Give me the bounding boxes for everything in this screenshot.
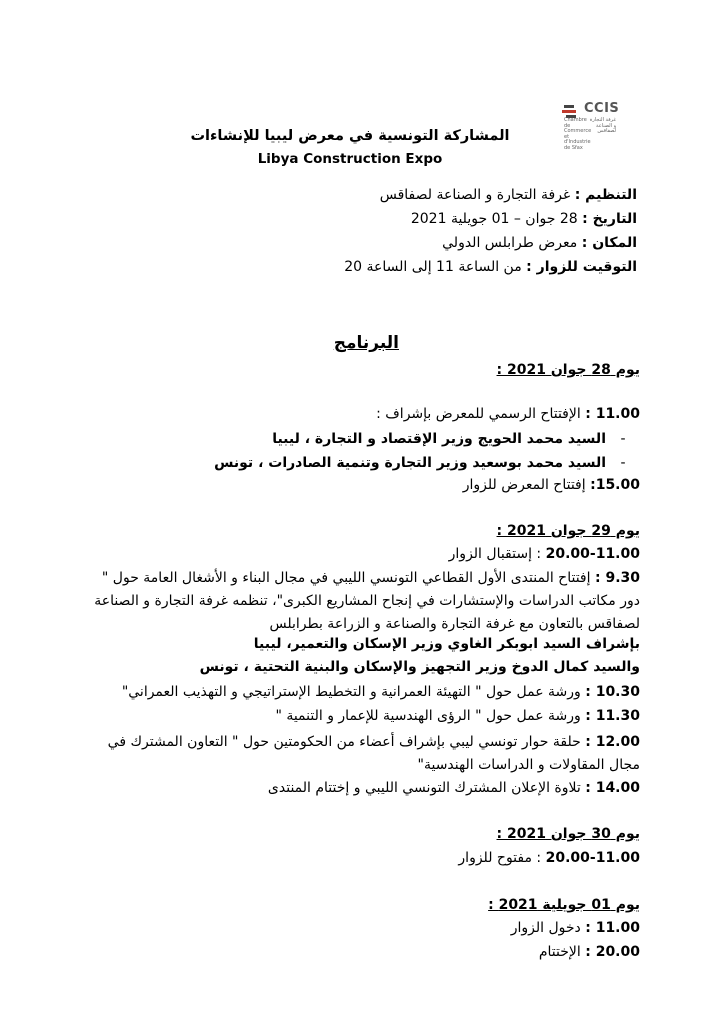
item-time: 12.00 : (585, 734, 640, 750)
logo-subtitle-fr: Chambre de Commerce et d'Industrie de Sfax (564, 117, 592, 151)
info-value: من الساعة 11 إلى الساعة 20 (344, 259, 522, 275)
info-hours (344, 259, 637, 275)
patron-text: السيد محمد الحويج وزير الإقتصاد و التجارة ، ليبيا (272, 431, 606, 447)
item-text: ورشة عمل حول " الرؤى الهندسية للإعمار و التنمية " (275, 708, 581, 724)
item-text: إفتتاح المنتدى الأول القطاعي التونسي الليبي في مجال البناء و الأشغال العامة حول " دور مكاتب الدراسات والإستشارات في إنجاح المشاريع الكبرى"، تنظمه غرفة التجارة و الصناعة لصفاقس بالتعاون مع غرفة التجارة والصناعة و الزراعة بطرابلس (94, 570, 640, 632)
page-title-en: Libya Construction Expo (257, 151, 443, 167)
page-title-ar: المشاركة التونسية في معرض ليبيا للإنشاءات (190, 128, 510, 144)
program-item (463, 477, 640, 493)
program-item (511, 920, 640, 936)
program-item (539, 944, 640, 960)
bullet-dash: - (620, 431, 626, 447)
info-label: التوقيت للزوار : (526, 259, 637, 275)
program-item (275, 708, 640, 724)
item-text: ورشة عمل حول " التهيئة العمرانية و التخطيط الإستراتيجي و التهذيب العمراني" (121, 684, 581, 700)
info-place (442, 235, 637, 251)
day-heading: يوم 28 جوان 2021 : (496, 362, 640, 378)
ccis-logo-mark-icon (562, 104, 582, 118)
patron-bullet (272, 431, 640, 447)
info-label: التاريخ : (582, 211, 637, 227)
info-value: 28 جوان – 01 جويلية 2021 (410, 211, 578, 227)
item-time: 15.00: (590, 477, 640, 493)
item-time: 11.30 : (585, 708, 640, 724)
item-text: : مفتوح للزوار (458, 850, 542, 866)
logo-brand: CCIS (584, 101, 620, 116)
day-heading: يوم 29 جوان 2021 : (496, 523, 640, 539)
item-time: 9.30 : (594, 570, 640, 586)
item-text: دخول الزوار (510, 920, 581, 936)
program-item (376, 406, 640, 422)
item-time: 14.00 : (585, 780, 640, 796)
info-value: غرفة التجارة و الصناعة لصفاقس (379, 187, 571, 203)
patron-bullet (214, 455, 640, 471)
item-time: 20.00-11.00 (545, 546, 640, 562)
info-label: المكان : (581, 235, 637, 251)
program-heading: البرنامج (333, 333, 399, 353)
item-time: 20.00-11.00 (545, 850, 640, 866)
patron-line: بإشراف السيد ابوبكر الغاوي وزير الإسكان والتعمير، ليبيا (253, 636, 640, 652)
patron-text: السيد محمد بوسعيد وزير التجارة وتنمية الصادرات ، تونس (214, 455, 606, 471)
program-item (80, 731, 640, 777)
item-text: إفتتاح المعرض للزوار (462, 477, 586, 493)
program-item (268, 780, 640, 796)
logo-subtitle-ar: غرفة التجارة و الصناعة لصفاقس (589, 117, 616, 134)
program-item (122, 684, 640, 700)
bullet-dash: - (620, 455, 626, 471)
day-heading: يوم 30 جوان 2021 : (496, 826, 640, 842)
item-text: : إستقبال الزوار (448, 546, 542, 562)
item-time: 20.00 : (585, 944, 640, 960)
patron-line: والسيد كمال الدوخ وزير التجهيز والإسكان والبنية التحتية ، تونس (199, 659, 640, 675)
info-organizer (380, 187, 637, 203)
program-item (449, 546, 640, 562)
info-date (411, 211, 637, 227)
program-item (80, 567, 640, 636)
day-heading: يوم 01 جويلية 2021 : (488, 897, 640, 913)
item-time: 11.00 : (585, 406, 640, 422)
program-item (458, 850, 640, 866)
ccis-logo (560, 98, 640, 151)
info-value: معرض طرابلس الدولي (442, 235, 578, 251)
item-text: الإختتام (538, 944, 581, 960)
item-text: الإفتتاح الرسمي للمعرض بإشراف : (376, 406, 581, 422)
item-text: تلاوة الإعلان المشترك التونسي الليبي و إختتام المنتدى (267, 780, 581, 796)
item-time: 10.30 : (585, 684, 640, 700)
item-text: حلقة حوار تونسي ليبي بإشراف أعضاء من الحكومتين حول " التعاون المشترك في مجال المقاولات و الدراسات الهندسية" (107, 734, 640, 773)
item-time: 11.00 : (585, 920, 640, 936)
info-label: التنظيم : (574, 187, 637, 203)
